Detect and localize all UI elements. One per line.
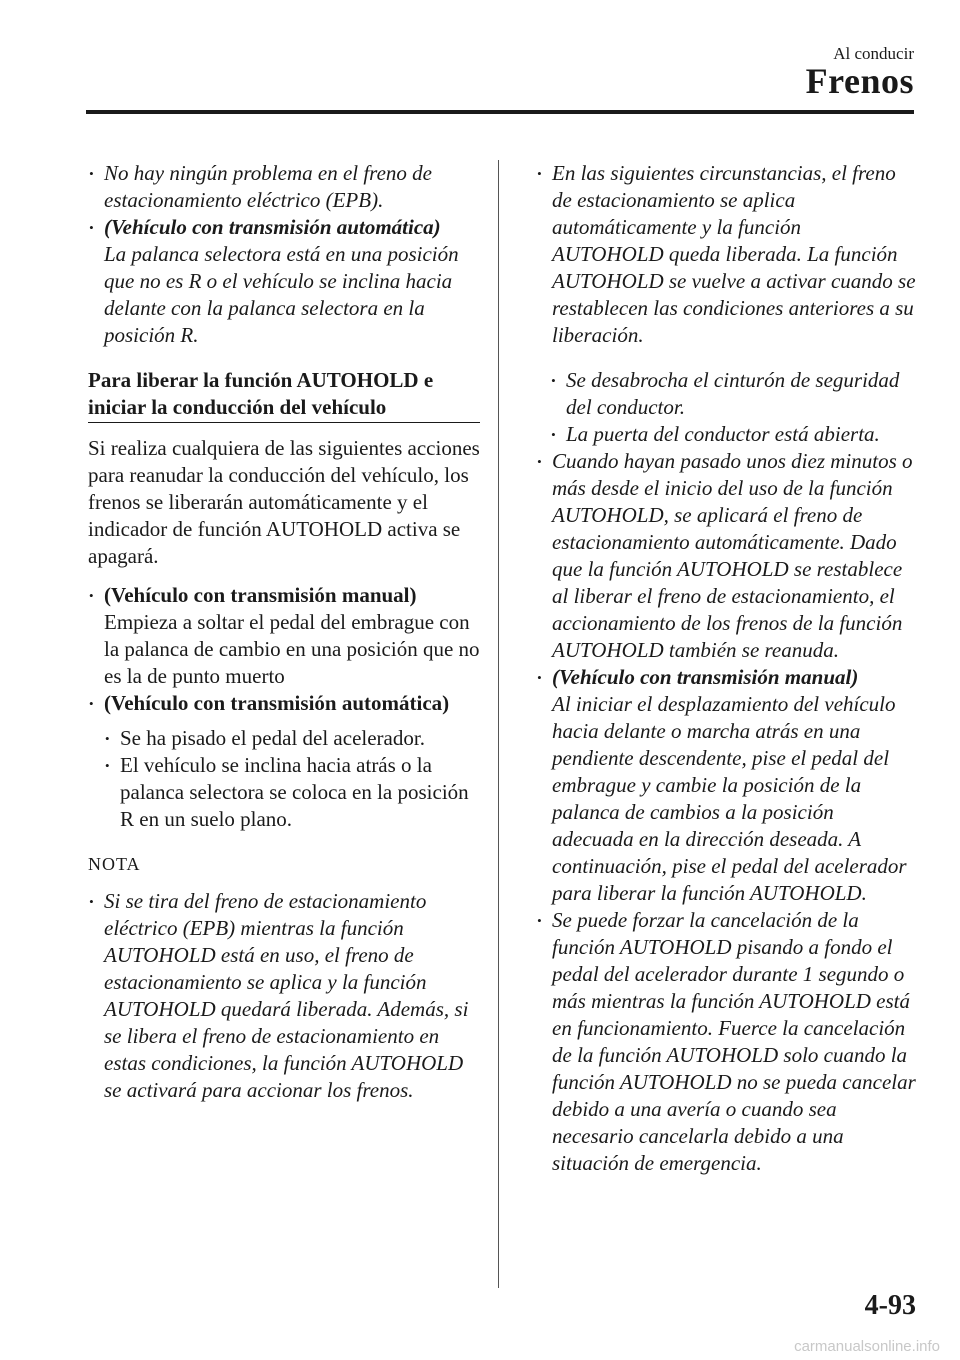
bullet-auto-trans — [88, 214, 480, 349]
bullet-manual-slope-body: Al iniciar el desplazamiento del vehículo hacia delante o marcha atrás en una pendiente descendente, pise el pedal del embrague y cambie la posición de la palanca de cambios a la posición adecuada en la dirección deseada. A continuación, pise el pedal del acelerador para liberar la función AUTOHOLD. — [552, 692, 907, 905]
header-rule — [86, 110, 914, 114]
page-title: Frenos — [805, 61, 914, 101]
bullet-ten-minutes: • Cuando hayan pasado unos diez minutos o más desde el inicio del uso de la función AUTOHOLD, se aplicará el freno de estacionamiento automáticamente. Dado que la función AUTOHOLD se restablece al liberar el freno de estacionamiento, el accionamiento de los frenos de la función AUTOHOLD también se reanuda. — [536, 448, 916, 664]
bullet-circumstances: • En las siguientes circunstancias, el freno de estacionamiento se aplica automáticamente y la función AUTOHOLD queda liberada. La función AUTOHOLD se vuelve a activar cuando se restablecen las condiciones anteriores a su liberación. — [536, 160, 916, 349]
bullet-auto-trans-body: La palanca selectora está en una posición que no es R o el vehículo se inclina hacia delante con la palanca selectora en la posición R. — [104, 242, 459, 347]
bullet-manual-trans — [88, 582, 480, 690]
intro-paragraph: Si realiza cualquiera de las siguientes acciones para reanudar la conducción del vehículo, los frenos se liberarán automáticamente y el indicador de función AUTOHOLD activa se apagará. — [88, 436, 480, 568]
section-heading: Para liberar la función AUTOHOLD e iniciar la conducción del vehículo — [88, 367, 480, 423]
column-divider — [498, 160, 499, 1288]
bullet-manual-slope — [536, 664, 916, 907]
bullet-epb-ok: • No hay ningún problema en el freno de estacionamiento eléctrico (EPB). — [88, 160, 480, 214]
bullet-force-cancel: • Se puede forzar la cancelación de la función AUTOHOLD pisando a fondo el pedal del acelerador durante 1 segundo o más mientras la función AUTOHOLD está en funcionamiento. Fuerce la cancelación de la función AUTOHOLD solo cuando la función AUTOHOLD no se pueda cancelar debido a una avería o cuando sea necesario cancelarla debido a una situación de emergencia. — [536, 907, 916, 1177]
right-column — [536, 160, 916, 1177]
page-number: 4-93 — [864, 1290, 916, 1321]
watermark: carmanualsonline.info — [794, 1338, 940, 1355]
left-column — [88, 160, 480, 1104]
bullet-manual-trans-body: Empieza a soltar el pedal del embrague con la palanca de cambio en una posición que no es la de punto muerto — [104, 610, 480, 688]
sub-bullet-door: • La puerta del conductor está abierta. — [550, 421, 916, 448]
bullet-manual-slope-head: (Vehículo con transmisión manual) — [552, 665, 859, 689]
bullet-manual-trans-head: (Vehículo con transmisión manual) — [104, 583, 417, 607]
bullet-auto-trans-2 — [88, 690, 480, 717]
sub-bullet-seatbelt: • Se desabrocha el cinturón de seguridad del conductor. — [550, 367, 916, 421]
bullet-auto-trans-head: (Vehículo con transmisión automática) — [104, 215, 441, 239]
note-bullet-epb: • Si se tira del freno de estacionamiento eléctrico (EPB) mientras la función AUTOHOLD está en uso, el freno de estacionamiento se aplica y la función AUTOHOLD quedará liberada. Además, si se libera el freno de estacionamiento en estas condiciones, la función AUTOHOLD se activará para accionar los frenos. — [88, 888, 480, 1104]
note-label: NOTA — [88, 854, 141, 874]
bullet-auto-trans-2-head: (Vehículo con transmisión automática) — [104, 691, 450, 715]
sub-bullet-incline: • El vehículo se inclina hacia atrás o la palanca selectora se coloca en la posición R en un suelo plano. — [104, 752, 480, 833]
sub-bullet-accelerator: • Se ha pisado el pedal del acelerador. — [104, 725, 480, 752]
header-section-label: Al conducir — [833, 44, 914, 63]
